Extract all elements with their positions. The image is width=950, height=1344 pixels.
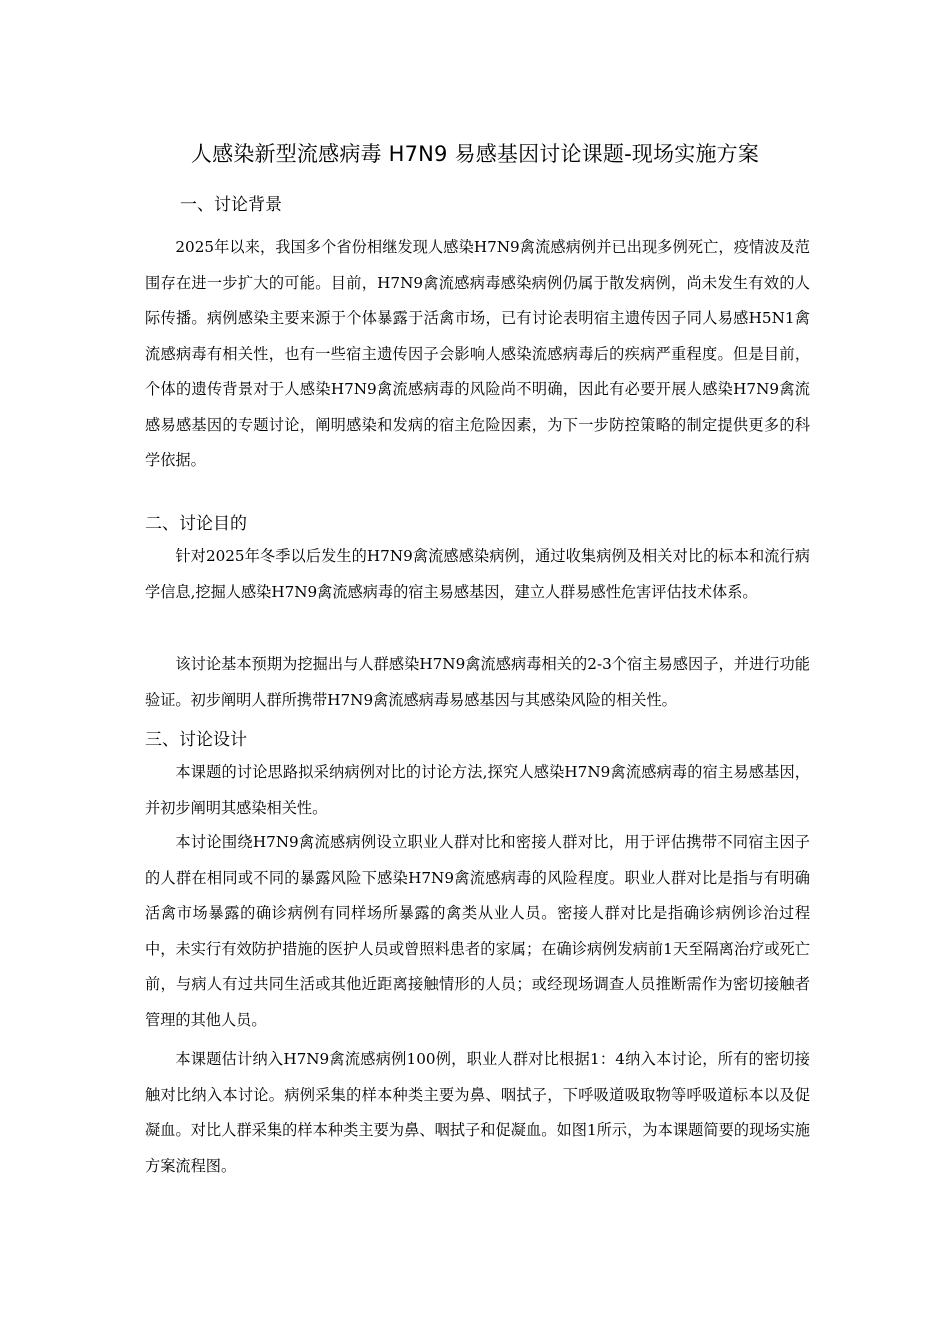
design-paragraph-2: 本讨论围绕H7N9禽流感病例设立职业人群对比和密接人群对比，用于评估携带不同宿主因子的人群在相同或不同的暴露风险下感染H7N9禽流感病毒的风险程度。职业人群对比是指与有明确活禽市场暴露的确诊病例有同样场所暴露的禽类从业人员。密接人群对比是指确诊病例诊治过程中，未实行有效防护措施的医护人员或曾照料患者的家属；在确诊病例发病前1天至隔离治疗或死亡前，与病人有过共同生活或其他近距离接触情形的人员；或经现场调查人员推断需作为密切接触者管理的其他人员。 — [145, 833, 810, 1029]
design-paragraph-1: 本课题的讨论思路拟采纳病例对比的讨论方法,探究人感染H7N9禽流感病毒的宿主易感基因，并初步阐明其感染相关性。 — [145, 763, 810, 817]
purpose-paragraph-2: 该讨论基本预期为挖掘出与人群感染H7N9禽流感病毒相关的2-3个宿主易感因子，并进行功能验证。初步阐明人群所携带H7N9禽流感病毒易感基因与其感染风险的相关性。 — [145, 655, 810, 709]
section-heading-purpose: 二、讨论目的 — [145, 514, 247, 534]
section-heading-background: 一、讨论背景 — [180, 195, 282, 215]
document-title: 人感染新型流感病毒 H7N9 易感基因讨论课题-现场实施方案 — [190, 142, 760, 166]
background-paragraph: 2025年以来，我国多个省份相继发现人感染H7N9禽流感病例并已出现多例死亡，疫情波及范围存在进一步扩大的可能。目前，H7N9禽流感病毒感染病例仍属于散发病例，尚未发生有效的人际传播。病例感染主要来源于个体暴露于活禽市场，已有讨论表明宿主遗传因子同人易感H5N1禽流感病毒有相关性，也有一些宿主遗传因子会影响人感染流感病毒后的疾病严重程度。但是目前，个体的遗传背景对于人感染H7N9禽流感病毒的风险尚不明确，因此有必要开展人感染H7N9禽流感易感基因的专题讨论，阐明感染和发病的宿主危险因素，为下一步防控策略的制定提供更多的科学依据。 — [145, 238, 810, 469]
design-paragraph-3: 本课题估计纳入H7N9禽流感病例100例，职业人群对比根据1：4纳入本讨论，所有的密切接触对比纳入本讨论。病例采集的样本种类主要为鼻、咽拭子，下呼吸道吸取物等呼吸道标本以及促凝血。对比人群采集的样本种类主要为鼻、咽拭子和促凝血。如图1所示，为本课题简要的现场实施方案流程图。 — [145, 1050, 810, 1175]
section-heading-design: 三、讨论设计 — [145, 730, 247, 750]
purpose-paragraph-1: 针对2025年冬季以后发生的H7N9禽流感感染病例，通过收集病例及相关对比的标本和流行病学信息,挖掘人感染H7N9禽流感病毒的宿主易感基因，建立人群易感性危害评估技术体系。 — [145, 547, 810, 601]
